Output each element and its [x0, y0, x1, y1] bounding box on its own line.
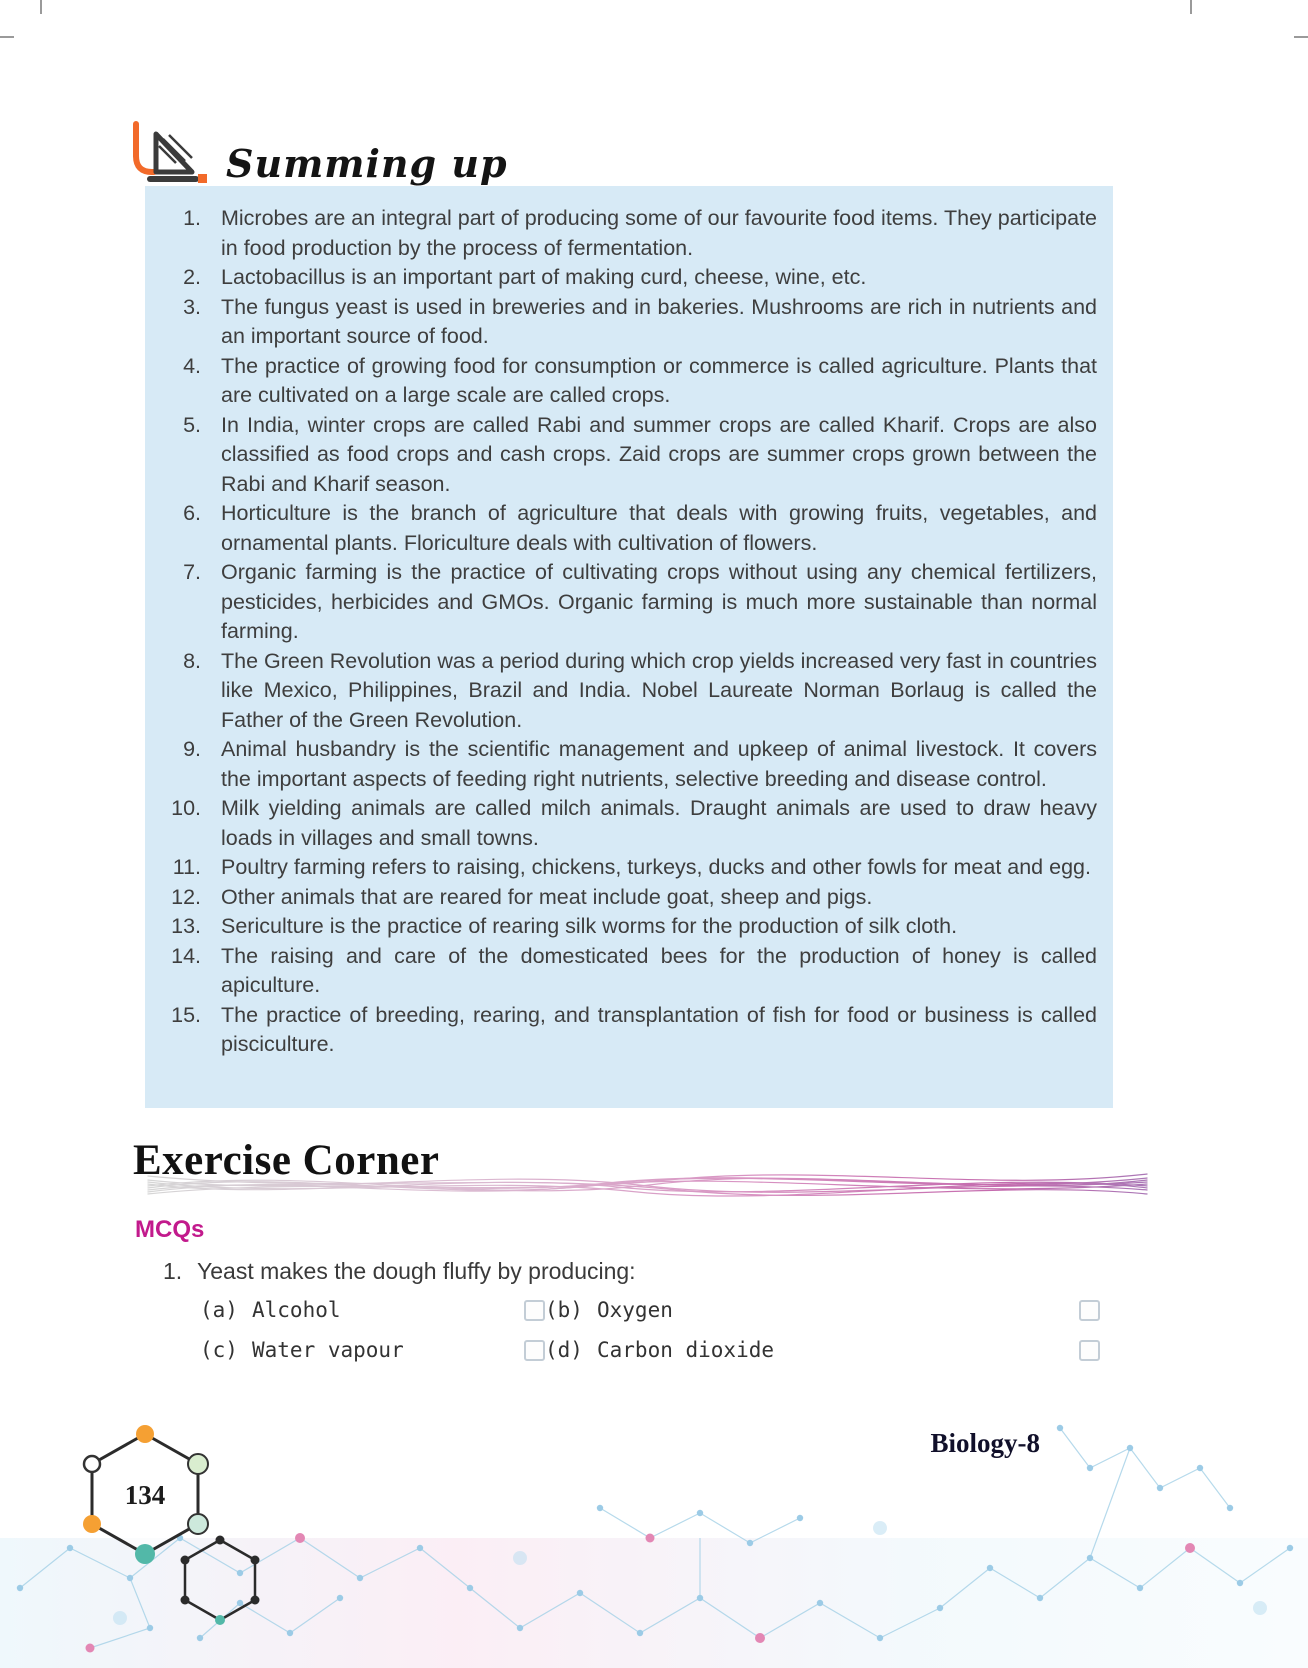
point-text: The practice of growing food for consumption or commerce is called agriculture. Plants that are cultivated on a large scale are called crops.	[221, 353, 1097, 407]
point-number: 4.	[183, 353, 201, 378]
crop-mark	[40, 0, 42, 14]
point-text: Organic farming is the practice of cultivating crops without using any chemical fertilizers, pesticides, herbicides and GMOs. Organic farming is much more sustainable than normal farming.	[221, 560, 1097, 643]
option-label: (d)	[545, 1338, 583, 1362]
mcq-option	[545, 1338, 1100, 1362]
question-text: Yeast makes the dough fluffy by producing:	[197, 1258, 636, 1284]
exercise-corner-header	[133, 1136, 1183, 1206]
summary-box	[145, 186, 1113, 1108]
point-number: 15.	[171, 1002, 201, 1027]
option-checkbox[interactable]	[1079, 1300, 1100, 1321]
option-text: Carbon dioxide	[597, 1338, 775, 1362]
option-checkbox[interactable]	[1079, 1340, 1100, 1361]
mcq-options	[200, 1298, 1100, 1362]
summary-point	[157, 735, 1097, 794]
point-text: The raising and care of the domesticated bees for the production of honey is called apiculture.	[221, 943, 1097, 997]
point-text: Horticulture is the branch of agriculture that deals with growing fruits, vegetables, and ornamental plants. Floriculture deals with cultivation of flowers.	[221, 501, 1097, 555]
summary-point	[157, 293, 1097, 352]
point-number: 14.	[171, 943, 201, 968]
mcqs-heading: MCQs	[135, 1216, 205, 1243]
summary-point	[157, 647, 1097, 736]
point-number: 6.	[183, 501, 201, 525]
summary-point	[157, 499, 1097, 558]
crop-mark	[1294, 36, 1308, 38]
summary-point	[157, 1001, 1097, 1060]
summary-point	[157, 352, 1097, 411]
summary-point	[157, 263, 1097, 293]
summary-point	[157, 204, 1097, 263]
point-text: Lactobacillus is an important part of making curd, cheese, wine, etc.	[221, 265, 867, 289]
option-text: Water vapour	[252, 1338, 404, 1362]
point-text: Other animals that are reared for meat include goat, sheep and pigs.	[221, 884, 873, 909]
option-text: Alcohol	[252, 1298, 341, 1322]
mcq-question-1	[163, 1258, 636, 1285]
question-number: 1.	[163, 1258, 183, 1284]
point-number: 2.	[183, 265, 201, 289]
crop-mark	[1190, 0, 1192, 14]
mcq-option	[545, 1298, 1100, 1322]
point-number: 8.	[183, 648, 201, 673]
mcq-option	[200, 1338, 545, 1362]
point-text: The fungus yeast is used in breweries and in bakeries. Mushrooms are rich in nutrients and an important source of food.	[221, 294, 1097, 348]
point-text: Animal husbandry is the scientific management and upkeep of animal livestock. It covers the important aspects of feeding right nutrients, selective breeding and disease control.	[221, 737, 1097, 791]
option-checkbox[interactable]	[524, 1300, 545, 1321]
page-number: 134	[124, 1480, 166, 1510]
summary-point	[157, 883, 1097, 913]
option-label: (a)	[200, 1298, 238, 1322]
point-text: Sericulture is the practice of rearing silk worms for the production of silk cloth.	[221, 914, 958, 938]
notebook-pen-icon	[126, 118, 212, 193]
point-text: The Green Revolution was a period during which crop yields increased very fast in countries like Mexico, Philippines, Brazil and India. Nobel Laureate Norman Borlaug is called the Father of the Green Revolution.	[221, 648, 1097, 732]
page-number-hexagon	[70, 1412, 270, 1637]
book-label: Biology-8	[930, 1428, 1040, 1458]
point-number: 12.	[171, 884, 201, 909]
summing-up-header	[126, 118, 508, 193]
point-number: 5.	[183, 412, 201, 437]
option-label: (c)	[200, 1338, 238, 1362]
summary-point	[157, 411, 1097, 500]
mcq-option	[200, 1298, 545, 1322]
point-number: 10.	[171, 796, 201, 820]
point-text: Milk yielding animals are called milch animals. Draught animals are used to draw heavy loads in villages and small towns.	[221, 796, 1097, 850]
point-text: Microbes are an integral part of producing some of our favourite food items. They participate in food production by the process of fermentation.	[221, 206, 1097, 260]
point-text: The practice of breeding, rearing, and transplantation of fish for food or business is called pisciculture.	[221, 1002, 1097, 1056]
exercise-corner-title: Exercise Corner	[133, 1137, 440, 1184]
summary-point	[157, 853, 1097, 883]
point-number: 13.	[171, 914, 201, 938]
point-text: In India, winter crops are called Rabi and summer crops are called Kharif. Crops are also classified as food crops and cash crops. Zaid crops are summer crops grown between the Rabi and Kharif season.	[221, 412, 1097, 496]
summary-list	[157, 204, 1097, 1060]
option-label: (b)	[545, 1298, 583, 1322]
point-number: 11.	[172, 855, 201, 879]
option-text: Oxygen	[597, 1298, 673, 1322]
point-text: Poultry farming refers to raising, chickens, turkeys, ducks and other fowls for meat and egg.	[221, 855, 1091, 879]
summary-point	[157, 942, 1097, 1001]
point-number: 3.	[183, 294, 201, 319]
option-checkbox[interactable]	[524, 1340, 545, 1361]
point-number: 1.	[183, 206, 201, 230]
point-number: 9.	[183, 737, 201, 761]
crop-mark	[0, 36, 14, 38]
summary-point	[157, 558, 1097, 647]
summary-point	[157, 912, 1097, 942]
summary-point	[157, 794, 1097, 853]
summing-up-title: Summing up	[226, 141, 508, 187]
point-number: 7.	[183, 560, 201, 584]
